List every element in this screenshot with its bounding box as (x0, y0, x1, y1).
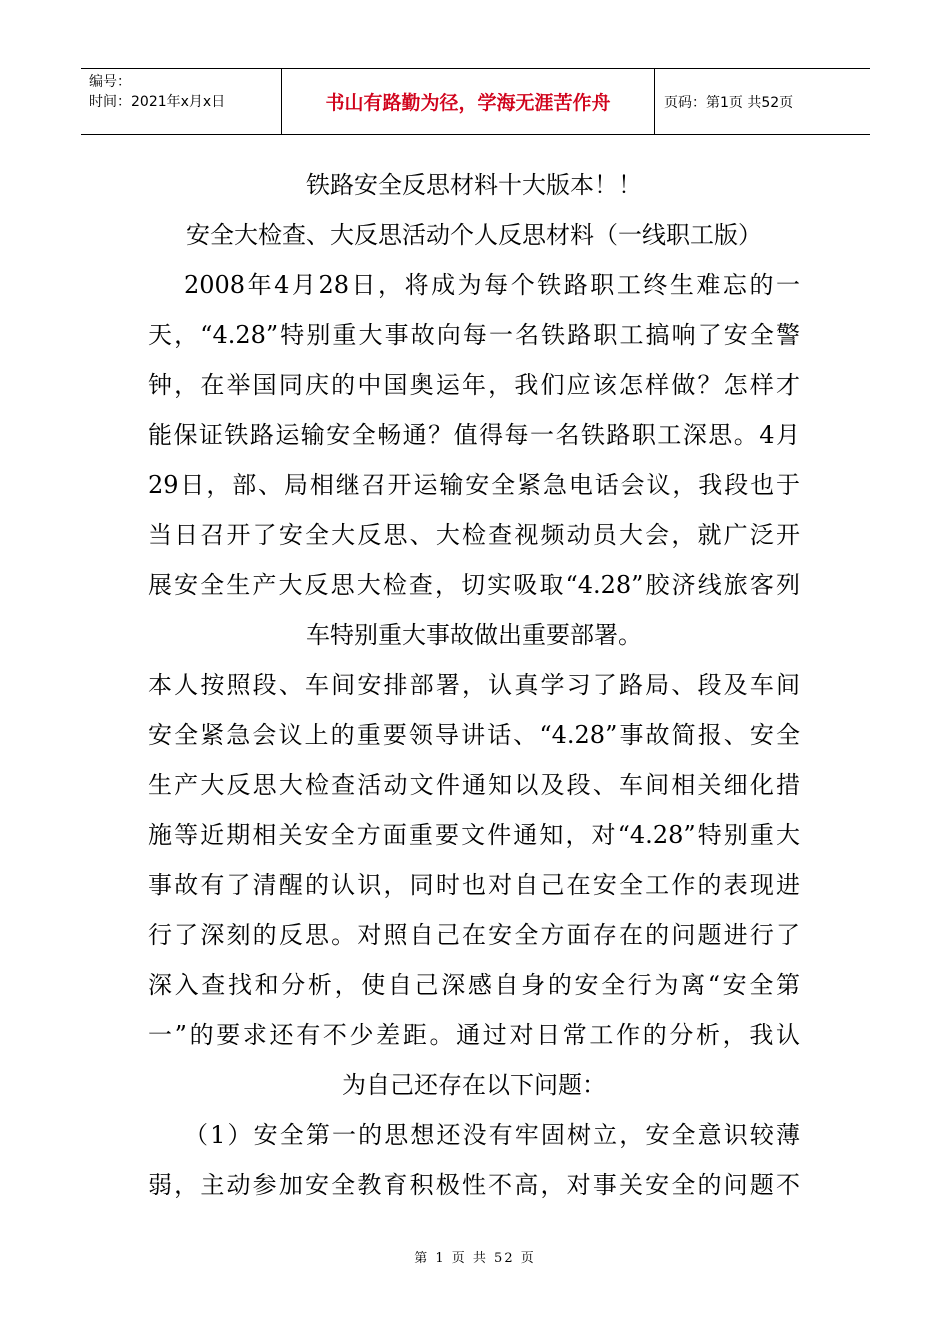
body-line: 施等近期相关安全方面重要文件通知，对“4.28”特别重大 (148, 821, 800, 849)
body-line: 深入查找和分析，使自己深感自身的安全行为离“安全第 (148, 971, 800, 999)
header-meta (81, 69, 281, 134)
page-header (81, 68, 870, 135)
body-line: 能保证铁路运输安全畅通？值得每一名铁路职工深思。4月 (148, 421, 800, 449)
body-line: （1）安全第一的思想还没有牢固树立，安全意识较薄 (184, 1121, 800, 1149)
document-time-label: 时间：2021年x月x日 (89, 94, 226, 110)
body-line: 车特别重大事故做出重要部署。 (306, 621, 642, 649)
body-line: 本人按照段、车间安排部署，认真学习了路局、段及车间 (148, 671, 800, 699)
body-line: 天，“4.28”特别重大事故向每一名铁路职工搞响了安全警 (148, 321, 800, 349)
page-footer: 第 1 页 共 52 页 (414, 1251, 536, 1266)
body-line: 行了深刻的反思。对照自己在安全方面存在的问题进行了 (148, 921, 800, 949)
header-motto: 书山有路勤为径，学海无涯苦作舟 (281, 69, 655, 134)
body-line: 当日召开了安全大反思、大检查视频动员大会，就广泛开 (148, 521, 800, 549)
body-line: 一”的要求还有不少差距。通过对日常工作的分析，我认 (148, 1021, 800, 1049)
body-line: 钟，在举国同庆的中国奥运年，我们应该怎样做？怎样才 (148, 371, 800, 399)
body-line: 生产大反思大检查活动文件通知以及段、车间相关细化措 (148, 771, 800, 799)
body-line: 弱，主动参加安全教育积极性不高，对事关安全的问题不 (148, 1171, 800, 1199)
document-body (148, 160, 800, 1210)
body-line: 2008年4月28日，将成为每个铁路职工终生难忘的一 (184, 271, 800, 299)
body-line: 29日，部、局相继召开运输安全紧急电话会议，我段也于 (148, 471, 800, 499)
header-page-info: 页码：第1页 共52页 (664, 94, 794, 111)
document-title: 铁路安全反思材料十大版本！！ (306, 171, 642, 199)
body-line: 安全紧急会议上的重要领导讲话、“4.28”事故简报、安全 (148, 721, 800, 749)
body-line: 为自己还存在以下问题： (342, 1071, 606, 1099)
document-number-label: 编号： (89, 74, 131, 90)
body-line: 事故有了清醒的认识，同时也对自己在安全工作的表现进 (148, 871, 800, 899)
body-line: 展安全生产大反思大检查，切实吸取“4.28”胶济线旅客列 (148, 571, 800, 599)
document-subtitle: 安全大检查、大反思活动个人反思材料（一线职工版） (186, 221, 762, 249)
